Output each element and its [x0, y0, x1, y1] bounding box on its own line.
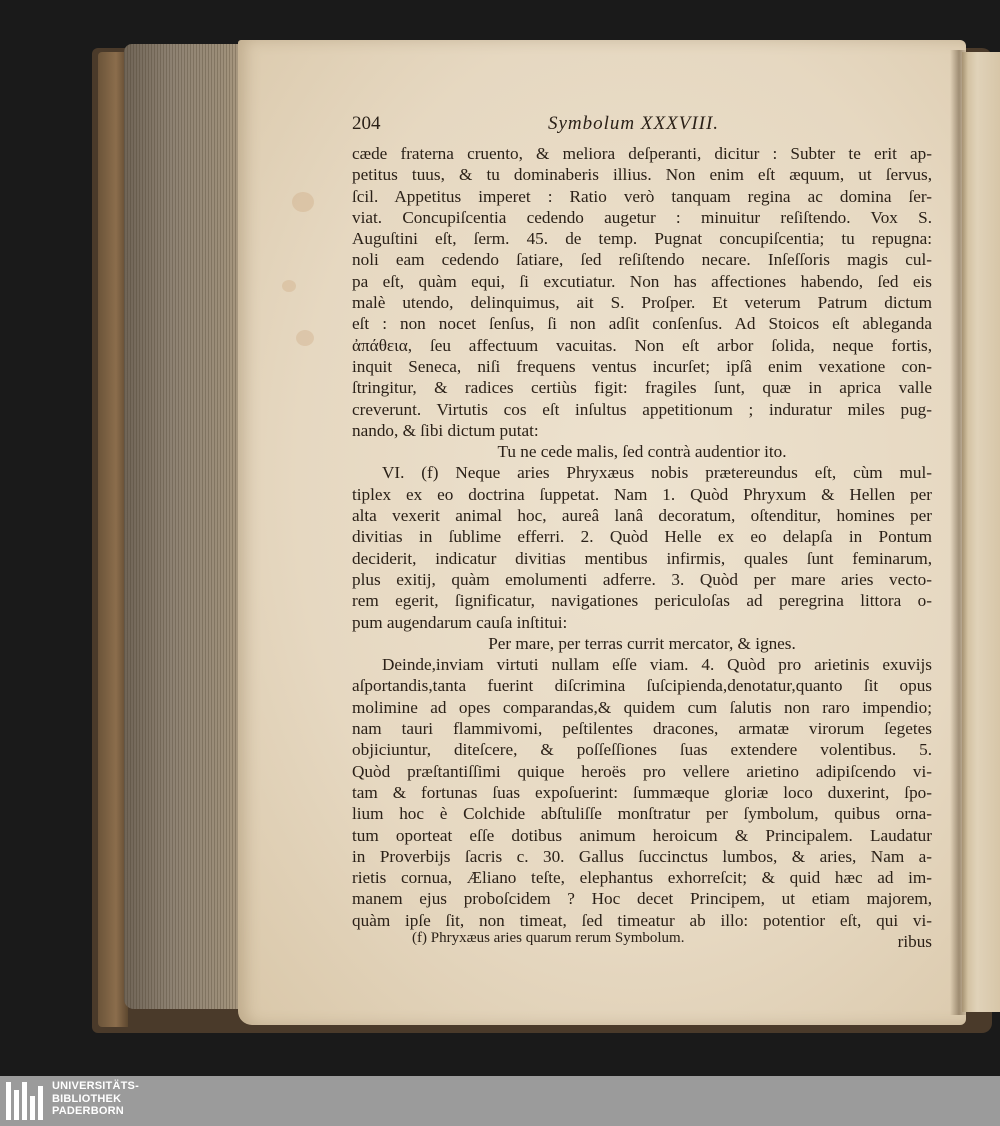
text-line: aſportandis,tanta fuerint diſcrimina ſuſcipienda,denotatur,quanto ſit opus	[352, 676, 932, 696]
text-line: ribus	[897, 931, 932, 951]
text-line: viat. Concupiſcentia cedendo augetur : minuitur reſiſtendo. Vox S.	[352, 207, 932, 227]
library-name-line1: UNIVERSITÄTS-	[52, 1080, 139, 1092]
text-line: pa eſt, quàm equi, ſi excutiatur. Non has affectiones habendo, ſed eis	[352, 271, 932, 291]
text-line: in Proverbijs ſacris c. 30. Gallus ſuccinctus lumbos, & aries, Nam a-	[352, 846, 932, 866]
text-line: manem ejus proboſcidem ? Hoc decet Principem, ut etiam majorem,	[352, 889, 932, 909]
foxing-stain	[282, 280, 296, 292]
text-line: deciderit, indicatur divitias mentibus infirmis, quales ſunt feminarum,	[352, 548, 932, 568]
body-text	[352, 143, 932, 952]
text-line: Auguſtini eſt, ſerm. 45. de temp. Pugnat concupiſcentia; tu repugna:	[352, 229, 932, 249]
running-head: Symbolum XXXVIII.	[548, 113, 720, 134]
text-line: molimine ad opes comparandas,& quidem cum ſalutis non raro impendio;	[352, 697, 932, 717]
footnote	[412, 930, 684, 947]
text-line: objiciuntur, diteſcere, & poſſeſſiones ſuas extendere volentibus. 5.	[352, 740, 932, 760]
footnote-text: (f) Phryxæus aries quarum rerum Symbolum.	[412, 930, 685, 946]
library-name-line3: PADERBORN	[52, 1105, 124, 1117]
page-number: 204	[352, 113, 381, 134]
foxing-stain	[296, 330, 314, 346]
text-line: quàm ipſe ſit, non timeat, ſed timeatur ab illo: potentior eſt, qui vi-	[352, 910, 932, 930]
text-line: ἀπάθεια, ſeu affectuum vacuitas. Non eſt arbor ſolida, neque fortis,	[352, 335, 932, 355]
text-line: tam & fortunas ſuas expoſuerint: ſummæque gloriæ loco duxerint, ſpo-	[352, 782, 932, 802]
text-line: Per mare, per terras currit mercator, & ignes.	[488, 633, 796, 653]
text-line: noli eam cedendo ſatiare, ſed reſiſtendo necare. Inſeſſoris magis cul-	[352, 250, 932, 270]
text-line: rietis cornua, Æliano teſte, elephantus exhorreſcit; & quid hæc ad im-	[352, 868, 932, 888]
text-line: malè utendo, delinquimus, ait S. Proſper. Et veterum Patrum dictum	[352, 293, 932, 313]
text-line: tum oporteat eſſe dotibus animum heroicum & Principalem. Laudatur	[352, 825, 932, 845]
text-line: Tu ne cede malis, ſed contrà audentior ito.	[497, 442, 787, 462]
text-line: pum augendarum cauſa inſtitui:	[352, 612, 568, 632]
text-line: cæde fraterna cruento, & meliora deſperanti, dicitur : Subter te erit ap-	[352, 144, 932, 163]
page-header	[352, 113, 912, 137]
text-line: lium hoc è Colchide abſtuliſſe monſtratur per ſymbolum, quibus orna-	[352, 804, 932, 824]
text-line: ſtringitur, & radices certiùs figit: fragiles ſunt, quæ in aprica valle	[352, 378, 932, 398]
library-banner	[0, 1076, 1000, 1126]
library-name-line2: BIBLIOTHEK	[52, 1092, 122, 1105]
text-line: plus exitij, quàm emolumenti adferre. 3. Quòd per mare aries vecto-	[352, 569, 932, 589]
foxing-stain	[292, 192, 314, 212]
library-name	[52, 1080, 139, 1118]
text-line: VI. (f) Neque aries Phryxæus nobis prætereundus eſt, cùm mul-	[382, 463, 932, 483]
text-line: nam tauri flammivomi, peſtilentes dracones, armatæ virorum ſegetes	[352, 719, 932, 739]
text-line: divitias in ſublime efferri. 2. Quòd Helle ex eo delapſa in Pontum	[352, 527, 932, 547]
text-line: inquit Seneca, niſi frequens ventus incurſet; ipſâ enim vexatione con-	[352, 356, 932, 376]
text-line: rem egerit, ſignificatur, navigationes periculoſas ad peregrina littora o-	[352, 591, 932, 611]
library-logo-icon	[6, 1082, 46, 1120]
text-line: eſt : non nocet ſenſus, ſi non adſit conſenſus. Ad Stoicos eſt ableganda	[352, 314, 932, 334]
text-line: Quòd præſtantiſſimi quique heroës pro vellere arietino adipiſcendo vi-	[352, 761, 932, 781]
text-line: tiplex ex eo doctrina ſuppetat. Nam 1. Quòd Phryxum & Hellen per	[352, 484, 932, 504]
text-line: alta vexerit animal hoc, aureâ lanâ decoratum, oſtenditur, homines per	[352, 506, 932, 526]
text-line: ſcil. Appetitus imperet : Ratio verò tanquam regina ac domina ſer-	[352, 186, 932, 206]
text-line: creverunt. Virtutis cos eſt inſultus appetitionum ; induratur miles pug-	[352, 399, 932, 419]
text-line: nando, & ſibi dictum putat:	[352, 420, 539, 440]
text-line: petitus tuus, & tu dominaberis illius. Non enim eſt æquum, ut ſervus,	[352, 165, 932, 185]
page-gutter	[950, 50, 968, 1015]
text-line: Deinde,inviam virtuti nullam eſſe viam. 4. Quòd pro arietinis exuvijs	[382, 655, 932, 675]
